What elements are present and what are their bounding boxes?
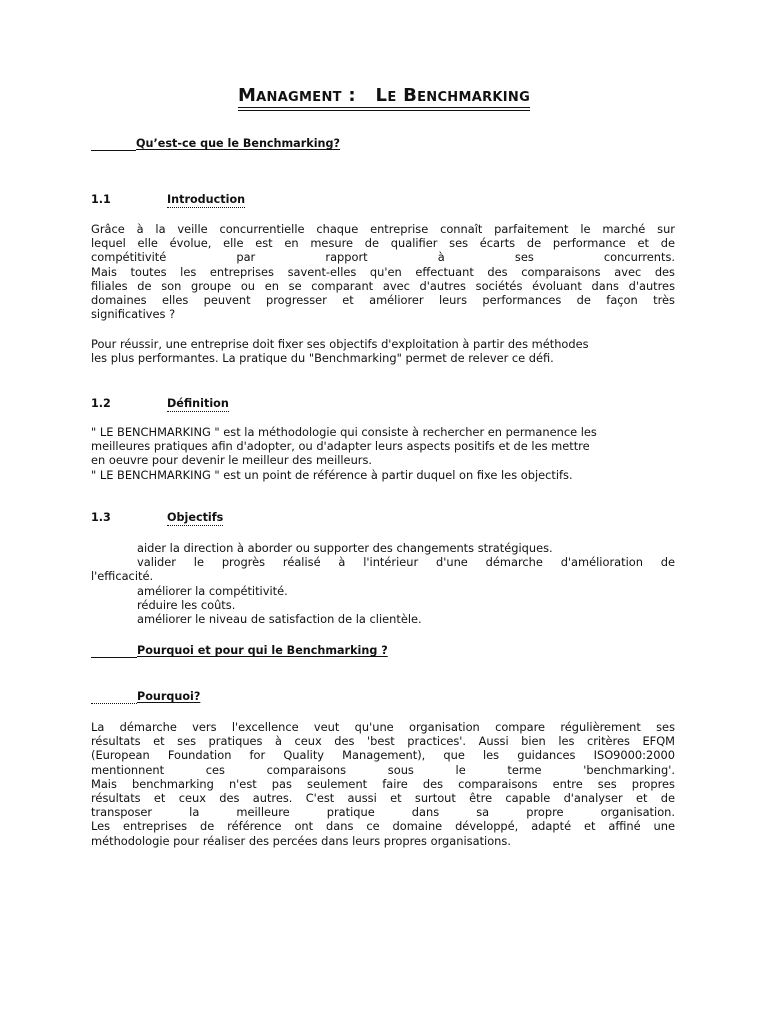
definition-paragraph: " LE BENCHMARKING " est la méthodologie qui consiste à rechercher en permanence les meilleures pratiques afin d'adopter, ou d'adapter leurs aspects positifs et de les mettre en oeuvre pour devenir le meilleur des meilleurs. " LE BENCHMARKING " est un point de référence à partir duquel on fixe les objectifs.: [91, 425, 597, 482]
list-item: réduire les coûts.: [137, 597, 236, 612]
section-1-1: 1.1 Introduction: [91, 193, 246, 206]
list-item: améliorer la compétitivité.: [137, 583, 288, 598]
section-1-2: 1.2 Définition: [91, 397, 229, 410]
list-item: valider le progrès réalisé à l'intérieur d'une démarche d'amélioration de: [137, 555, 675, 570]
heading-why: Pourquoi?: [91, 690, 200, 704]
heading-what-is: Qu’est-ce que le Benchmarking?: [91, 137, 340, 151]
intro-paragraph: Grâce à la veille concurrentielle chaque entreprise connaît parfaitement le marché sur lequel elle évolue, elle est en mesure de qualifier ses écarts de performance et de compétitivité par rapport à ses concurrents. Mais toutes les entreprises savent-elles qu'en effectuant des comparaisons avec des filiales de son groupe ou en se comparant avec d'autres sociétés évoluant dans d'autres domaines elles peuvent progresser et améliorer leurs performances de façon très significatives ?: [91, 222, 675, 322]
intro-paragraph-2: Pour réussir, une entreprise doit fixer ses objectifs d'exploitation à partir des méthodes les plus performantes. La pratique du "Benchmarking" permet de relever ce défi.: [91, 337, 589, 366]
objectives-list: [91, 541, 675, 626]
list-item: améliorer le niveau de satisfaction de la clientèle.: [137, 612, 422, 627]
heading-why-for-whom: Pourquoi et pour qui le Benchmarking ?: [91, 644, 388, 658]
section-1-3: 1.3 Objectifs: [91, 511, 224, 524]
list-item: aider la direction à aborder ou supporter des changements stratégiques.: [137, 541, 553, 555]
list-item-continuation: l'efficacité.: [91, 569, 154, 584]
why-paragraph: La démarche vers l'excellence veut qu'une organisation compare régulièrement ses résultats et ses pratiques à ceux des 'best practices'. Aussi bien les critères EFQM (European Foundation for Quality Management), que les guidances ISO9000:2000 mentionnent ces comparaisons sous le terme 'benchmarking'. Mais benchmarking n'est pas seulement faire des comparaisons entre ses propres résultats et ceux des autres. C'est aussi et surtout être capable d'analyser et de transposer la meilleure pratique dans sa propre organisation. Les entreprises de référence ont dans ce domaine développé, adapté et affiné une méthodologie pour réaliser des percées dans leurs propres organisations.: [91, 720, 675, 848]
page-title: Managment : Le Benchmarking: [237, 85, 531, 106]
